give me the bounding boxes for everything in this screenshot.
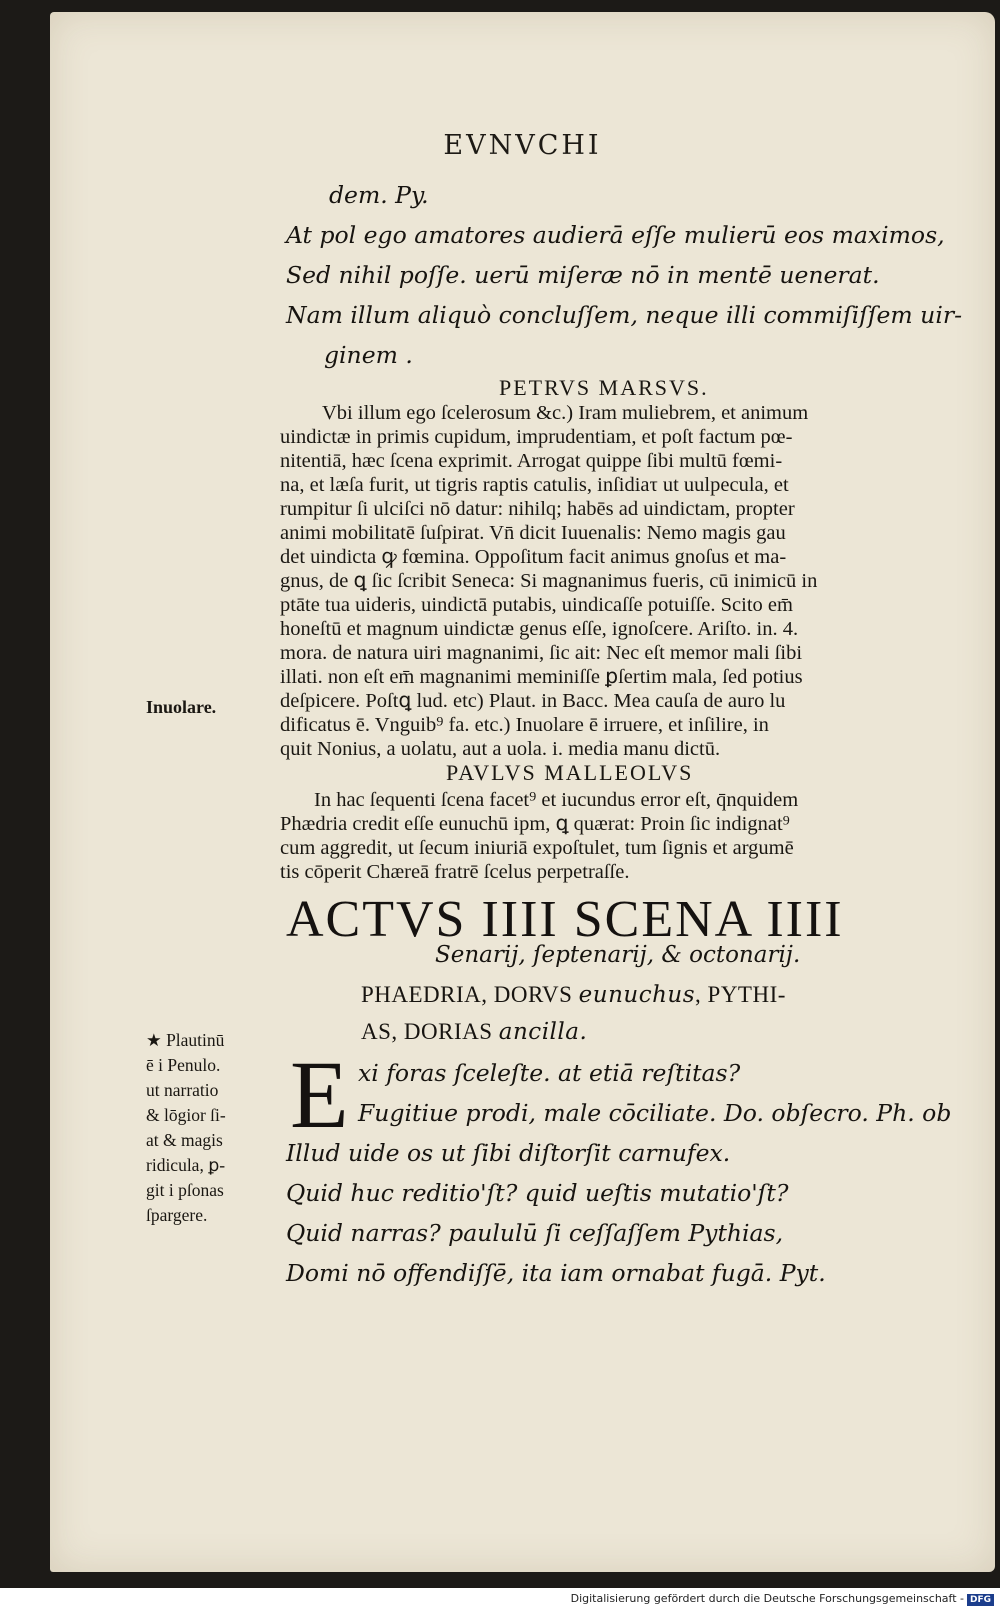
margin-gloss: ē i Penulo. (146, 1055, 221, 1075)
margin-gloss: git i pſonas (146, 1180, 224, 1200)
verse-line: At pol ego amatores audierā eſſe mulierū eos maximos, (286, 221, 945, 249)
verse-line: xi foras ſceleſte. at etiā reſtitas? (358, 1059, 741, 1087)
act-scene-heading: ACTVS IIII SCENA IIII (286, 891, 844, 948)
margin-gloss: ridicula, ꝑ- (146, 1155, 226, 1175)
commentary-line: rumpitur ſi ulciſci nō datur: nihilq; habēs ad uindictam, propter (280, 498, 795, 520)
commentary-line: mora. de natura uiri magnanimi, ſic ait: Nec eſt memor mali ſibi (280, 642, 803, 664)
commentary-line: honeſtū et magnum uindictæ genus eſſe, ignoſcere. Ariſto. in. 4. (280, 618, 799, 640)
dramatis-personae (361, 1019, 587, 1045)
margin-gloss: Inuolare. (146, 697, 217, 717)
commentator-name: PAVLVS MALLEOLVS (446, 760, 694, 785)
commentary-line: Phædria credit eſſe eunuchū ipm, ꝗ quærat: Proin ſic indignat⁹ (280, 813, 790, 835)
persons-text: , PYTHI- (695, 982, 786, 1007)
verse-line: Quid narras? paululū ſi ceſſaſſem Pythias, (286, 1219, 784, 1247)
meter-line: Senarij, ſeptenarij, & octonarij. (435, 942, 801, 968)
commentary-line: uindictæ in primis cupidum, imprudentiam, et poſt factum pœ- (280, 426, 793, 448)
commentary-line: illati. non eſt em̄ magnanimi meminiſſe ꝑſertim mala, ſed potius (280, 666, 803, 688)
margin-gloss: ★ Plautinū (146, 1030, 225, 1050)
commentary-line: gnus, de ꝗ ſic ſcribit Seneca: Si magnanimus fueris, cū inimicū in (280, 570, 818, 592)
verse-line: dem. Py. (329, 181, 429, 209)
margin-gloss: & lōgior ſi- (146, 1105, 226, 1125)
credit-text: Digitalisierung gefördert durch die Deutsche Forschungsgemeinschaft - (570, 1592, 964, 1605)
persons-role: ancilla. (498, 1019, 588, 1045)
commentator-name: PETRVS MARSVS. (499, 375, 709, 400)
persons-text: AS, DORIAS (361, 1019, 499, 1044)
dramatis-personae (361, 982, 786, 1008)
margin-gloss: ſpargere. (146, 1205, 208, 1225)
verse-line: Quid huc reditio'ſt? quid ueſtis mutatio'ſt? (286, 1179, 789, 1207)
commentary-line: det uindicta ꝙ fœmina. Oppoſitum facit animus gnoſus et ma- (280, 546, 787, 568)
commentary-line: nitentiā, hæc ſcena exprimit. Arrogat quippe ſibi multū fœmi- (280, 450, 783, 472)
drop-cap: E (290, 1041, 349, 1148)
commentary-line: animi mobilitatē ſuſpirat. Vn̄ dicit Iuuenalis: Nemo magis gau (280, 522, 786, 544)
verse-line: Nam illum aliquò concluſſem, neque illi commiſiſſem uir- (286, 301, 963, 329)
commentary-line: dificatus ē. Vnguib⁹ fa. etc.) Inuolare ē irruere, et inſilire, in (280, 714, 769, 736)
verse-line: Sed nihil poſſe. uerū miſeræ nō in mentē uenerat. (286, 261, 880, 289)
running-head: EVNVCHI (443, 130, 602, 161)
book-page (50, 12, 995, 1572)
verse-line: Fugitiue prodi, male cōciliate. Do. obſecro. Ph. ob (358, 1099, 952, 1127)
commentary-line: tis cōperit Chæreā fratrē ſcelus perpetraſſe. (280, 861, 630, 883)
commentary-line: In hac ſequenti ſcena facet⁹ et iucundus error eſt, q̄nquidem (314, 789, 799, 811)
verse-line: ginem . (324, 341, 413, 369)
persons-role: eunuchus (578, 982, 696, 1008)
persons-text: PHAEDRIA, DORVS (361, 982, 579, 1007)
margin-gloss: at & magis (146, 1130, 223, 1150)
commentary-line: deſpicere. Poſtꝗ lud. etc) Plaut. in Bacc. Mea cauſa de auro lu (280, 690, 786, 712)
commentary-line: ptāte tua uideris, uindictā putabis, uindicaſſe potuiſſe. Scito em̄ (280, 594, 793, 616)
commentary-line: quit Nonius, a uolatu, aut a uola. i. media manu dictū. (280, 738, 721, 760)
commentary-line: cum aggredit, ut ſecum iniuriā expoſtulet, tum ſignis et argumē (280, 837, 794, 859)
dfg-logo-icon: DFG (967, 1594, 994, 1606)
verse-line: Illud uide os ut ſibi diſtorſit carnufex. (286, 1139, 731, 1167)
commentary-line: na, et læſa furit, ut tigris raptis catulis, inſidiaτ ut uulpecula, et (280, 474, 789, 496)
margin-gloss: ut narratio (146, 1080, 219, 1100)
verse-line: Domi nō offendiſſē, ita iam ornabat fugā. Pyt. (286, 1259, 826, 1287)
digitization-credit (571, 1592, 994, 1606)
commentary-line: Vbi illum ego ſcelerosum &c.) Iram muliebrem, et animum (322, 402, 809, 424)
